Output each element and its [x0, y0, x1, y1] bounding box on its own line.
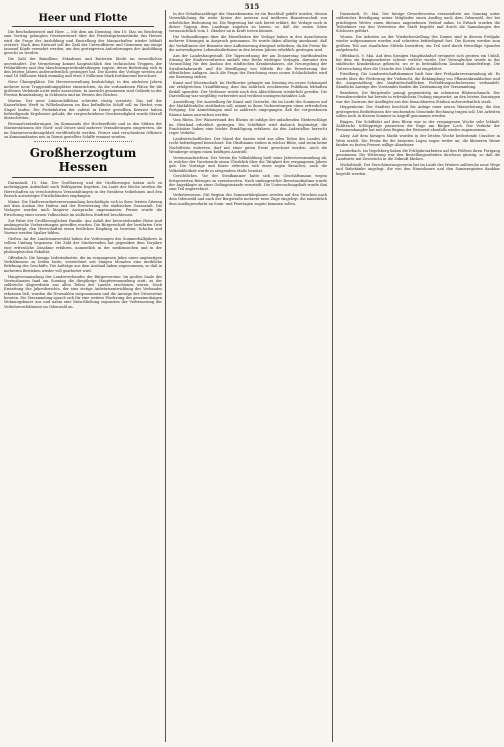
article-paragraph: In der Gehaltsnachfrage der Staatsbeamten ist ein Beschluß gefaßt worden, dessen Verwirklichung für weite Kreise der unteren und mittleren Beamtenschaft von erheblicher Bedeutung ist. Die Regierung hat sich bereit erklärt, die Vorlage noch in dieser Tagung dem Landtage zugehen zu lassen, so daß die neuen Sätze voraussichtlich vom 1. Oktober an in Kraft treten können. [169, 12, 327, 34]
article-paragraph: Vom Rhein. Der Wasserstand des Rheins ist infolge der anhaltenden Niederschläge im Oberland erheblich gestiegen. Die Schiffahrt wird dadurch begünstigt; die Frachtsätze haben eine leichte Ermäßigung erfahren. An den Ladestellen herrscht reger Verkehr. [169, 118, 327, 136]
section-separator [34, 141, 132, 142]
column-1 [4, 12, 162, 740]
section-heading-grossherzogtum-hessen: Großherzogtum Hessen [29, 146, 137, 175]
article-paragraph: Die Verhandlungen über die Einzelheiten der Vorlage haben in den Ausschüssen mehrere Sitzungen in Anspruch genommen. Es wurde dabei allseitig anerkannt, daß die Verhältnisse der Beamten eine Aufbesserung dringend erfordern, da die Preise für die notwendigsten Lebensbedürfnisse in den letzten Jahren erheblich gestiegen sind. [169, 34, 327, 52]
article-paragraph: Bingen. Die Schiffahrt auf dem Rhein war in der vergangenen Woche sehr lebhaft. Zahlreiche Schleppzüge passierten die Enge am Binger Loch. Der Verkehr der Personendampfer hat mit dem Beginn der Reisezeit ebenfalls wieder zugenommen. [336, 119, 500, 133]
article-paragraph: Kunst und Wissenschaft. Im Hoftheater gelangte am Sonntag ein neues Schauspiel zur erfolgreichen Uraufführung, dem das zahlreich erschienene Publikum lebhaften Beifall spendete. Der Verfasser wurde nach den Aktschlüssen wiederholt gerufen. Die Darstellung war sorgfältig vorbereitet und verdient uneingeschränktes Lob. [169, 80, 327, 98]
article-paragraph: Personalveränderungen. Im Kommando der Hochseeflotte und in den Stäben der Marinestationen der Nord- und Ostsee sind mehrere Veränderungen eingetreten, die im Marineverordnungsblatt veröffentlicht werden. Ferner sind verschiedene Offiziere zu Kommandanten neu in Dienst gestellter Schiffe ernannt worden. [4, 121, 162, 139]
article-paragraph: Landwirtschaftliches. Der Stand der Saaten wird aus allen Teilen des Landes als recht befriedigend bezeichnet. Die Obstbäume stehen in reicher Blüte, und wenn keine Nachtfröste eintreten, darf mit einer guten Ernte gerechnet werden. Auch die Weinberge zeigen einen kräftigen Austrieb. [169, 137, 327, 154]
article-paragraph: Die Reichsdienstzeit und Heer. — Mit dem am Dienstag, den 10. Mai, im Reichstag zum Vortrag gelangten Gesetzentwurf über die Friedenspräsenzstärke des Heeres wird die Frage der Ausbildung und Einstellung der Mannschaften wieder lebhaft erörtert. Nach dem Entwurf soll die Zahl der Unteroffiziere und Gemeinen um einige tausend Köpfe vermehrt werden, um den gesteigerten Anforderungen der Ausbildung gerecht zu werden. [4, 30, 162, 56]
heading-rule [12, 26, 154, 27]
article-paragraph: Vereinsnachrichten. Der Verein für Volksbildung hielt seine Jahresversammlung ab, in welcher der Vorsitzende einen Überblick über die Tätigkeit des vergangenen Jahres gab. Die Vorträge und Kurse erfreuten sich eines regen Besuches; auch die Volksbibliothek wurde in steigendem Maße benutzt. [169, 155, 327, 173]
article-paragraph: Marine. Der neue Linienschiffsbau schreitet rüstig vorwärts. Das auf der Kaiserlichen Werft in Wilhelmshaven im Bau befindliche Schiff soll im Herbst vom Stapel laufen. Die Probefahrten der zuletzt in Dienst gestellten Kreuzer haben befriedigende Ergebnisse gehabt; die vorgeschriebene Geschwindigkeit wurde überall überschritten. [4, 98, 162, 121]
article-paragraph: Worms. Die Arbeiten an der Wiederherstellung des Domes sind in diesem Frühjahr wieder aufgenommen worden und schreiten befriedigend fort. Die Kosten werden zum größten Teil aus staatlichen Mitteln bestritten; ein Teil wird durch freiwillige Spenden aufgebracht. [336, 34, 500, 52]
page-number: 515 [244, 2, 260, 11]
article-paragraph: Aus der Landeshauptstadt. Die Tagesordnung der am Donnerstag stattfindenden Sitzung der Stadtverordneten umfaßt eine Reihe wichtiger Vorlagen, darunter den Voranschlag für den Ausbau des städtischen Krankenhauses, die Neuregelung der Straßenbahntarife und die Bewilligung von Mitteln für die Erweiterung der öffentlichen Anlagen. Auch die Frage der Errichtung eines neuen Schlachthofes wird zur Beratung stehen. [169, 53, 327, 80]
article-paragraph: Offenbach. Die hiesige Lederindustrie, die im vergangenen Jahre unter ungünstigen Verhältnissen zu leiden hatte, verzeichnet seit einigen Monaten eine merkliche Belebung des Geschäfts. Die Aufträge aus dem Ausland haben zugenommen, so daß in mehreren Betrieben wieder voll gearbeitet wird. [4, 255, 162, 273]
article-paragraph: Die Zahl der Bataillone, Eskadrons und Batterien bleibt im wesentlichen unverändert. Die Vermehrung kommt hauptsächlich den technischen Truppen, der Feldartillerie und den Maschinengewehrabteilungen zugute, deren Bedeutung sich in den letzten Jahren außerordentlich gesteigert hat. Die Kosten der Vorlage werden auf rund 18 Millionen Mark einmalig und etwa 9 Millionen Mark fortdauernd berechnet. [4, 57, 162, 79]
column-divider-2 [332, 10, 333, 742]
column-2 [169, 12, 327, 740]
section-heading-heer-und-flotte: Heer und Flotte [38, 13, 128, 24]
heading-rule [12, 177, 154, 178]
column-divider-1 [165, 10, 166, 742]
article-paragraph: Heppenheim. Der Stadtrat beschloß die Anlage einer neuen Wasserleitung, die den gesteigerten Bedürfnissen der wachsenden Gemeinde Rechnung tragen soll. Die Arbeiten sollen noch in diesem Sommer in Angriff genommen werden. [336, 105, 500, 119]
column-3 [336, 12, 500, 740]
article-paragraph: Darmstadt, 10. Mai. Der hiesige Gewerbeverein veranstaltete am Sonntag unter zahlreicher Beteiligung seiner Mitglieder einen Ausflug nach dem Odenwald, der bei prächtigem Wetter einen überaus angenehmen Verlauf nahm. In Erbach wurden die Teilnehmer von den Vertretern der Stadt begrüßt und durch die Sammlungen des Schlosses geführt. [336, 12, 500, 34]
article-paragraph: Friedberg. Die Landwirtschaftskammer hielt hier ihre Frühjahrsversammlung ab. Es wurde über die Förderung der Viehzucht, die Bekämpfung von Pflanzenkrankheiten und die Ausgestaltung des landwirtschaftlichen Fortbildungsschulwesens verhandelt. Sämtliche Anträge des Vorstandes fanden die Zustimmung der Versammlung. [336, 72, 500, 90]
article-paragraph: Zur Fahrt der Großherzoglichen Familie. Aus Anlaß der bevorstehenden Reise sind umfangreiche Vorbereitungen getroffen worden. Die Bürgerschaft der berührten Orte beabsichtigt, den Herrschaften einen festlichen Empfang zu bereiten; Schulen und Vereine werden Spalier bilden. [4, 218, 162, 236]
article-paragraph: Mainz. Die Stadtverordnetenversammlung beschäftigte sich in ihrer letzten Sitzung mit dem Ausbau des Hafens und der Erweiterung der städtischen Gasanstalt. Die Vorlagen wurden nach längerer Aussprache angenommen. Ferner wurde die Errichtung einer neuen Volksschule im südlichen Stadtteil beschlossen. [4, 199, 162, 217]
article-paragraph: Hauptversammlung des Landesverbandes der Bürgervereine. Im großen Saale des Vereinshauses fand am Sonntag die diesjährige Hauptversammlung statt, zu der zahlreiche Abgeordnete aus allen Teilen des Landes erschienen waren. Nach Erstattung des Jahresberichts, der eine stetige Aufwärtsentwicklung des Verbandes erkennen ließ, wurden die Neuwahlen vorgenommen und die Anträge der Ortsvereine beraten. Die Versammlung sprach sich für eine weitere Förderung des gemeinnützigen Wohnungsbaues aus und nahm eine Entschließung zugunsten der Verbesserung der Verkehrsverhältnisse im Odenwald an. [4, 274, 162, 309]
article-paragraph: Gießen. An der Landesuniversität haben die Vorlesungen des Sommerhalbjahres in vollem Umfang begonnen. Die Zahl der Studierenden hat gegenüber dem Vorjahre eine erfreuliche Zunahme erfahren, namentlich in der medizinischen und in der philosophischen Fakultät. [4, 237, 162, 255]
article-paragraph: Lauterbach. Im Vogelsberg haben die Frühjahrsarbeiten auf den Feldern ihren Fortgang genommen. Die Witterung war den Bestellungsarbeiten durchaus günstig, so daß die Landwirte mit Zuversicht in die Zukunft blicken. [336, 148, 500, 162]
article-paragraph: Michelstadt. Der Verschönerungsverein hat im Laufe des Winters zahlreiche neue Wege und Ruhebänke angelegt, die von den Einwohnern und den Sommergästen dankbar begrüßt werden. [336, 163, 500, 176]
article-paragraph: Darmstadt, 10. Mai. Der Großherzog und die Großherzogin haben sich zu mehrtägigem Aufenthalt nach Wolfsgarten begeben. Im Laufe der Woche werden die Herrschaften an verschiedenen Veranstaltungen in der Residenz teilnehmen und den Besuch auswärtiger Fürstlichkeiten empfangen. [4, 181, 162, 199]
article-paragraph: Neue Übungsplätze. Die Heeresverwaltung beabsichtigt, in den nächsten Jahren mehrere neue Truppenübungsplätze einzurichten, da die vorhandenen Plätze für die größeren Verbände nicht mehr ausreichen. In Aussicht genommen sind Gelände in der Provinz Brandenburg, in Schlesien und im Westen des Reiches. [4, 80, 162, 98]
article-paragraph: Verkehrswesen. Mit Beginn des Sommerfahrplanes werden auf den Strecken nach dem Odenwald und nach der Bergstraße mehrere neue Züge eingelegt, die namentlich dem Ausflugsverkehr an Sonn- und Feiertagen zugute kommen sollen. [169, 193, 327, 206]
article-paragraph: Alzey. Auf dem hiesigen Markt wurden in der letzten Woche bedeutende Umsätze in Wein erzielt. Die Preise für die besseren Lagen zogen weiter an; die kleineren Weine fanden zu festen Preisen willige Abnehmer. [336, 134, 500, 147]
article-paragraph: Offenbach, 9. Mai. Auf dem hiesigen Hauptbahnhof ereignete sich gestern ein Unfall, bei dem ein Rangierarbeiter schwer verletzt wurde. Der Verunglückte wurde in das städtische Krankenhaus gebracht, wo er in bedenklichem Zustand daniederliegt. Die Untersuchung über die Ursache des Unfalls ist eingeleitet. [336, 53, 500, 71]
article-paragraph: Ausstellung. Die Ausstellung für Kunst und Gewerbe, die im Laufe des Sommers auf der Mathildenhöhe stattfinden soll, nimmt in ihren Vorbereitungen einen erfreulichen Fortgang. Die Anmeldungen sind so zahlreich eingegangen, daß die vorgesehenen Räume kaum ausreichen werden. [169, 99, 327, 117]
article-paragraph: Gerichtliches. Vor der Strafkammer hatte sich ein Geschäftsmann wegen fortgesetzten Betruges zu verantworten. Nach umfangreicher Beweisaufnahme wurde der Angeklagte zu einer Gefängnisstrafe verurteilt. Die Untersuchungshaft wurde ihm zum Teil angerechnet. [169, 174, 327, 192]
article-paragraph: Bensheim. Die Bergstraße prangt gegenwärtig im schönsten Blütenschmuck. Der Fremdenverkehr hat bereits in erfreulichem Umfang eingesetzt; an den letzten Sonntagen war der Zustrom der Ausflügler aus den benachbarten Städten außerordentlich stark. [336, 91, 500, 104]
